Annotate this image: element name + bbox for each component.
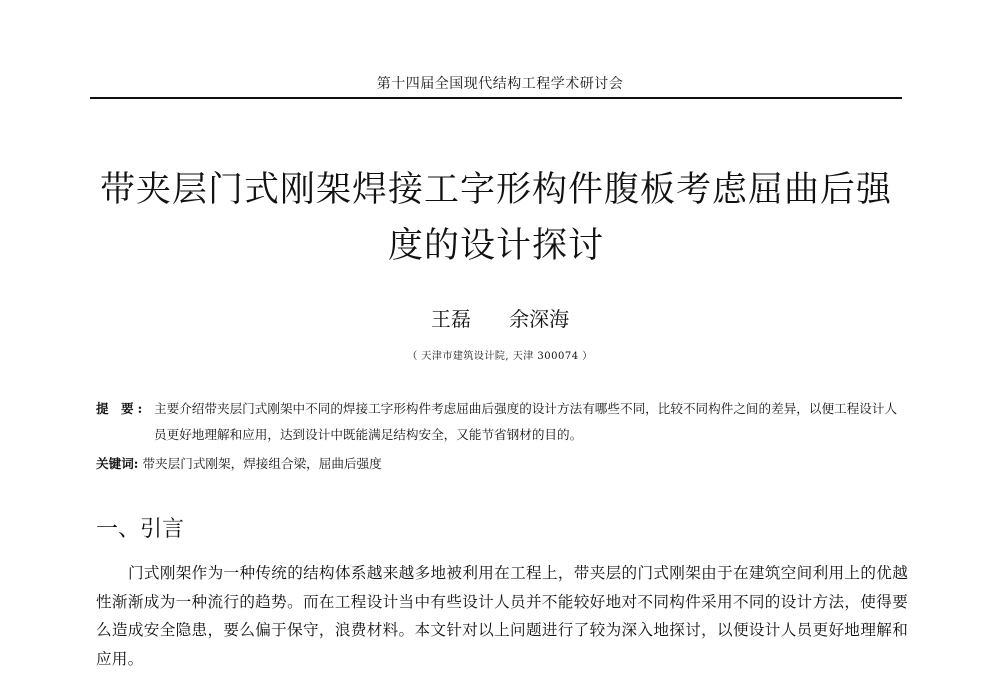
keywords-label: 关键词: xyxy=(96,456,139,471)
paper-title-line-1: 带夹层门式刚架焊接工字形构件腹板考虑屈曲后强 xyxy=(99,170,892,210)
paper-title-line-2: 度的设计探讨 xyxy=(387,226,604,266)
author-names: 王磊 余深海 xyxy=(430,307,570,331)
introduction-paragraph: 门式刚架作为一种传统的结构体系越来越多地被利用在工程上，带夹层的门式刚架由于在建筑空间利用上的优越性渐渐成为一种流行的趋势。而在工程设计当中有些设计人员并不能较好地对不同构件采用不同的设计方法，使得要么造成安全隐患，要么偏于保守，浪费材料。本文针对以上问题进行了较为深入地探讨，以便设计人员更好地理解和应用。 xyxy=(96,564,908,668)
running-header: 第十四届全国现代结构工程学术研讨会 xyxy=(376,76,624,92)
paper-title xyxy=(90,162,902,274)
header-rule xyxy=(90,97,902,99)
keywords-block xyxy=(96,453,906,472)
keywords-text: 带夹层门式刚架，焊接组合梁，屈曲后强度 xyxy=(142,456,382,471)
abstract-text: 主要介绍带夹层门式刚架中不同的焊接工字形构件考虑屈曲后强度的设计方法有哪些不同，比较不同构件之间的差异，以便工程设计人员更好地理解和应用，达到设计中既能满足结构安全，又能节省钢材的目的。 xyxy=(154,401,898,442)
section-heading-introduction: 一、引言 xyxy=(96,517,185,542)
author-affiliation: （ 天津市建筑设计院, 天津 300074 ） xyxy=(407,351,593,362)
abstract-block xyxy=(96,396,906,448)
abstract-label: 提 要: xyxy=(96,401,147,416)
